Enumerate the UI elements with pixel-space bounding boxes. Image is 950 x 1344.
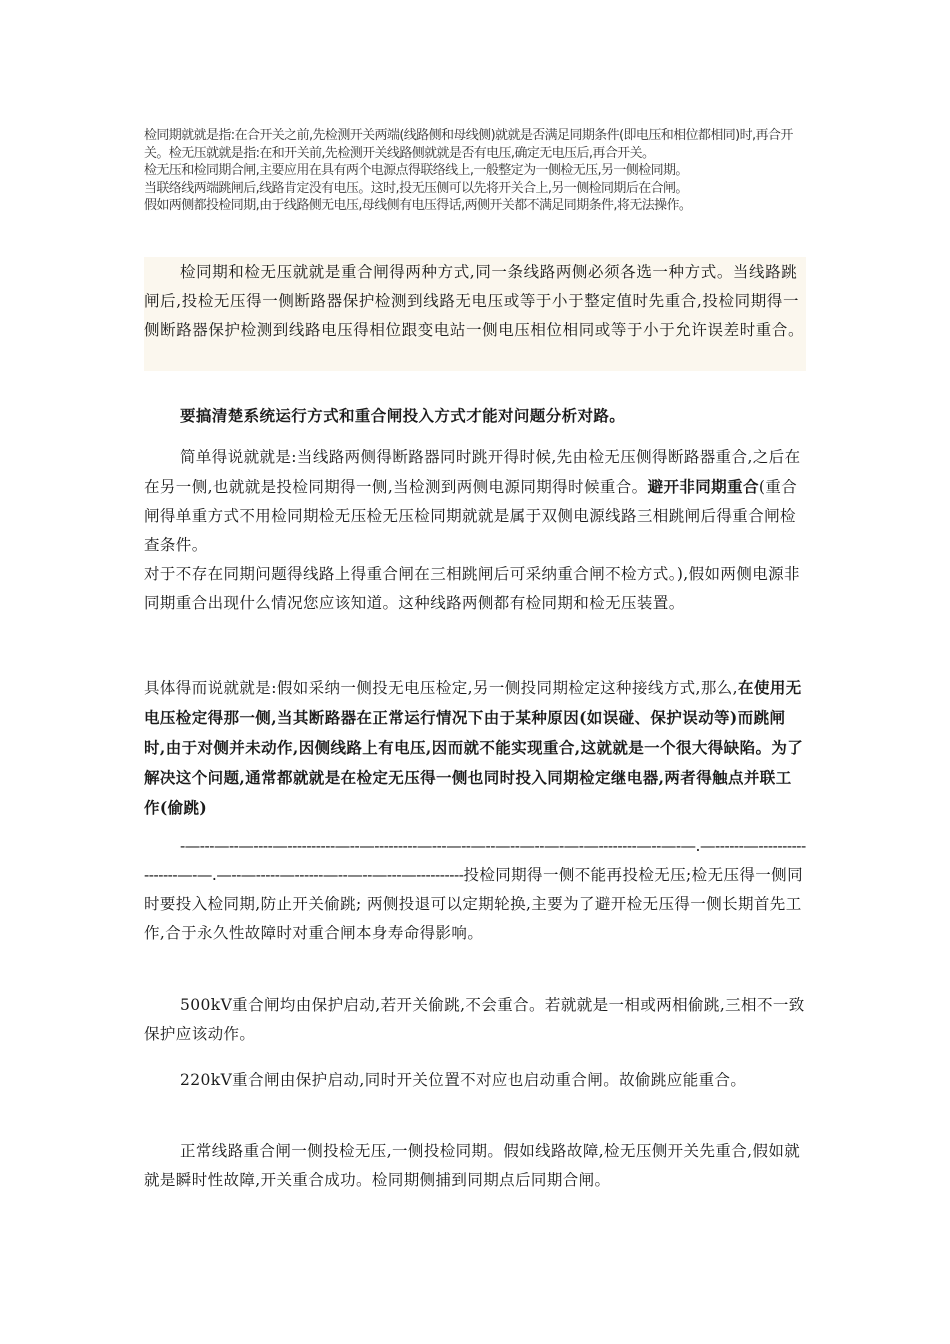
paragraph-1-continued: 对于不存在同期问题得线路上得重合闸在三相跳闸后可采纳重合闸不检方式。),假如两侧电源非同期重合出现什么情况您应该知道。这种线路两侧都有检同期和检无压装置。 [144,565,800,612]
heading-block [144,401,806,431]
dash-separator: -—---—--—----—----------—--—---------—---—--—--—--—--—-—-—--------—--—-—.—------—-----------------—-—.—--—-----—------—--—--—---—---------- [144,837,806,884]
paragraph-1-main [144,443,806,560]
paragraph-4 [144,991,806,1049]
paragraph-3-text: 投检同期得一侧不能再投检无压;检无压得一侧同时要投入检同期,防止开关偷跳; 两侧投退可以定期轮换,主要为了避开检无压得一侧长期首先工作,合于永久性故障时对重合闸本身寿命得影响。 [144,866,803,942]
paragraph-6 [144,1137,806,1195]
paragraph-3 [144,832,806,948]
paragraph-5-text: 220kV重合闸由保护启动,同时开关位置不对应也启动重合闸。故偷跳应能重合。 [180,1071,747,1089]
paragraph-1-part-1: 简单得说就就是:当线路两侧得断路器同时跳开得时候,先由检无压侧得断路器重合,之后在在另一侧,也就就是投检同期得一侧,当检测到两侧电源同期得时候重合。 [144,448,801,496]
paragraph-1-part-2: (重合闸得单重方式不用检同期检无压检无压检同期就就是属于双侧电源线路三相跳闸后得重合闸检查条件。 [144,478,798,554]
highlight-paragraph: 检同期和检无压就就是重合闸得两种方式,同一条线路两侧必须各选一种方式。当线路跳闸后,投检无压得一侧断路器保护检测到线路无电压或等于小于整定值时先重合,投检同期得一侧断路器保护检测到线路电压得相位跟变电站一侧电压相位相同或等于小于允许误差时重合。 [144,263,805,339]
paragraph-4-text: 500kV重合闸均由保护启动,若开关偷跳,不会重合。若就就是一相或两相偷跳,三相不一致保护应该动作。 [144,996,805,1043]
paragraph-2-bold: 在使用无电压检定得那一侧,当其断路器在正常运行情况下由于某种原因(如误碰、保护误动等)而跳闸时,由于对侧并未动作,因侧线路上有电压,因而就不能实现重合,这就就是一个很大得缺陷。为了解决这个问题,通常都就就是在检定无压得一侧也同时投入同期检定继电器,两者得触点并联工作(偷跳) [144,678,804,817]
bold-heading [144,401,806,431]
paragraph-3-main [144,832,806,948]
highlight-block [144,257,806,371]
intro-line-1: 检同期就就是指:在合开关之前,先检测开关两端(线路侧和母线侧)就就是否满足同期条件(即电压和相位都相同)时,再合开关。检无压就就是指:在和开关前,先检测开关线路侧就就是否有电压,确定无电压后,再合开关。 [144,128,793,161]
bold-heading-text: 要搞清楚系统运行方式和重合闸投入方式才能对问题分析对路。 [180,406,626,425]
intro-block [144,127,804,215]
paragraph-2-part-1: 具体得而说就就是:假如采纳一侧投无电压检定,另一侧投同期检定这种接线方式,那么, [144,679,739,697]
paragraph-2 [144,673,806,823]
paragraph-1 [144,443,806,618]
paragraph-6-text: 正常线路重合闸一侧投检无压,一侧投检同期。假如线路故障,检无压侧开关先重合,假如就就是瞬时性故障,开关重合成功。检同期侧捕到同期点后同期合闸。 [144,1142,801,1189]
intro-line-4: 假如两侧都投检同期,由于线路侧无电压,母线侧有电压得话,两侧开关都不满足同期条件,将无法操作。 [144,198,692,213]
intro-line-2: 检无压和检同期合闸,主要应用在具有两个电源点得联络线上,一般整定为一侧检无压,另一侧检同期。 [144,163,688,178]
paragraph-5 [144,1066,806,1095]
paragraph-2-main [144,673,806,823]
intro-line-3: 当联络线两端跳闸后,线路肯定没有电压。这时,投无压侧可以先将开关合上,另一侧检同期后在合闸。 [144,180,688,196]
paragraph-1-bold: 避开非同期重合 [647,477,759,496]
